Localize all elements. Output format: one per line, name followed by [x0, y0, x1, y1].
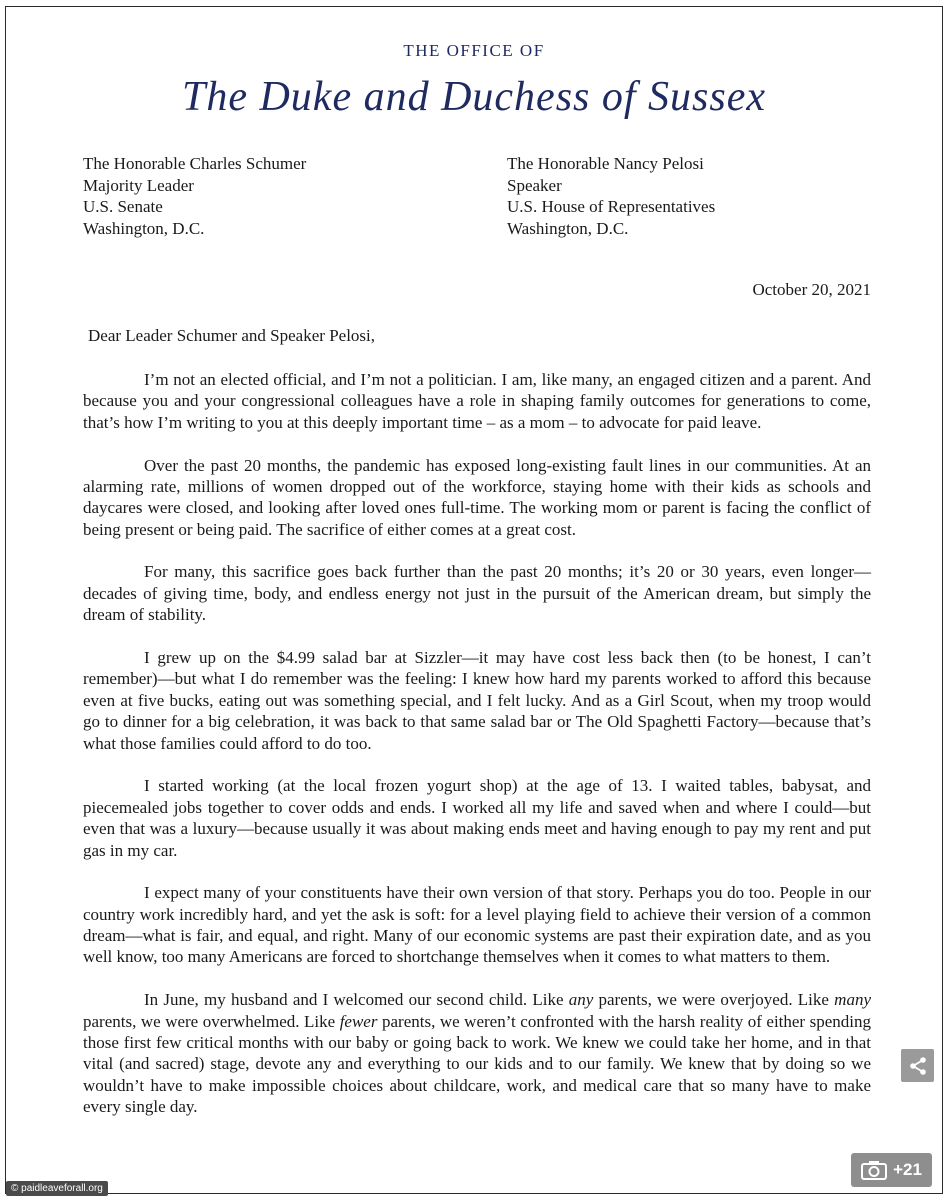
text-run: parents, we were overwhelmed. Like [83, 1011, 340, 1031]
recipient-schumer [83, 153, 306, 239]
address-line: Washington, D.C. [83, 218, 205, 238]
address-line: The Honorable Charles Schumer [83, 154, 307, 173]
paragraph: I’m not an elected official, and I’m not a politician. I am, like many, an engaged citizen and a parent. And because you and your congressional colleagues have a role in shaping family outcomes for generations to come, that’s how I’m writing to you at this deeply important time – as a mom – to advocate for paid leave. [83, 370, 871, 432]
recipient-pelosi [507, 153, 715, 239]
address-line: U.S. Senate [83, 197, 163, 216]
gallery-button[interactable] [851, 1153, 932, 1187]
emphasis: many [834, 990, 871, 1010]
paragraph: I grew up on the $4.99 salad bar at Sizzler—it may have cost less back then (to be honest, I can’t remember)—but what I do remember was the feeling: I knew how hard my parents worked to afford this because even at five bucks, eating out was something special, and I felt lucky. And as a Girl Scout, when my troop would go to dinner for a big celebration, it was back to that same salad bar or The Old Spaghetti Factory—because that’s what those families could afford to do too. [83, 647, 871, 753]
paragraph: Over the past 20 months, the pandemic has exposed long-existing fault lines in our communities. At an alarming rate, millions of women dropped out of the workforce, staying home with their kids as schools and daycares were closed, and looking after loved ones full-time. The working mom or parent is facing the conflict of being present or being paid. The sacrifice of either comes at a great cost. [83, 455, 871, 539]
address-line: U.S. House of Representatives [507, 197, 716, 216]
address-line: Washington, D.C. [507, 218, 629, 238]
letter-page [5, 6, 943, 1194]
emphasis: fewer [339, 1011, 378, 1031]
text-run: parents, we were overjoyed. Like [593, 990, 835, 1010]
salutation: Dear Leader Schumer and Speaker Pelosi, [88, 326, 375, 345]
image-credit: © paidleaveforall.org [6, 1181, 108, 1196]
address-line: The Honorable Nancy Pelosi [507, 154, 704, 173]
text-run: In June, my husband and I welcomed our second child. Like [144, 990, 569, 1010]
letter-date: October 20, 2021 [752, 280, 871, 299]
paragraph: I expect many of your constituents have their own version of that story. Perhaps you do too. People in our country work incredibly hard, and yet the ask is soft: for a level playing field to achieve their version of a common dream—what is fair, and equal, and right. Many of our economic systems are past their expiration date, and as you well know, too many Americans are forced to shortchange themselves when it comes to what matters to them. [83, 883, 871, 967]
share-icon [908, 1056, 928, 1076]
address-line: Majority Leader [83, 175, 194, 195]
emphasis: any [568, 990, 594, 1010]
paragraph: For many, this sacrifice goes back further than the past 20 months; it’s 20 or 30 years, even longer—decades of giving time, body, and endless energy not just in the pursuit of the American dream, but simply the dream of stability. [83, 562, 871, 625]
share-button[interactable] [901, 1049, 934, 1082]
camera-icon [861, 1160, 887, 1180]
letter-body [83, 369, 871, 1139]
text-run: parents, we weren’t confronted with the harsh reality of either spending those first few critical months with our baby or going back to work. We knew we could take her home, and in that vital (and sacred) stage, devote any and everything to our kids and to our family. We knew that by doing so we wouldn’t have to make impossible choices about childcare, work, and medical care that so many have to make every single day. [83, 1011, 871, 1117]
letterhead-office-line: THE OFFICE OF [403, 41, 545, 60]
address-line: Speaker [507, 175, 562, 195]
paragraph [83, 989, 871, 1117]
gallery-count: +21 [893, 1160, 922, 1179]
letterhead-name: The Duke and Duchess of Sussex [181, 74, 767, 120]
paragraph: I started working (at the local frozen yogurt shop) at the age of 13. I waited tables, babysat, and piecemealed jobs together to cover odds and ends. I worked all my life and saved when and where I could—but even that was a luxury—because usually it was about making ends meet and having enough to pay my rent and put gas in my car. [83, 776, 871, 860]
